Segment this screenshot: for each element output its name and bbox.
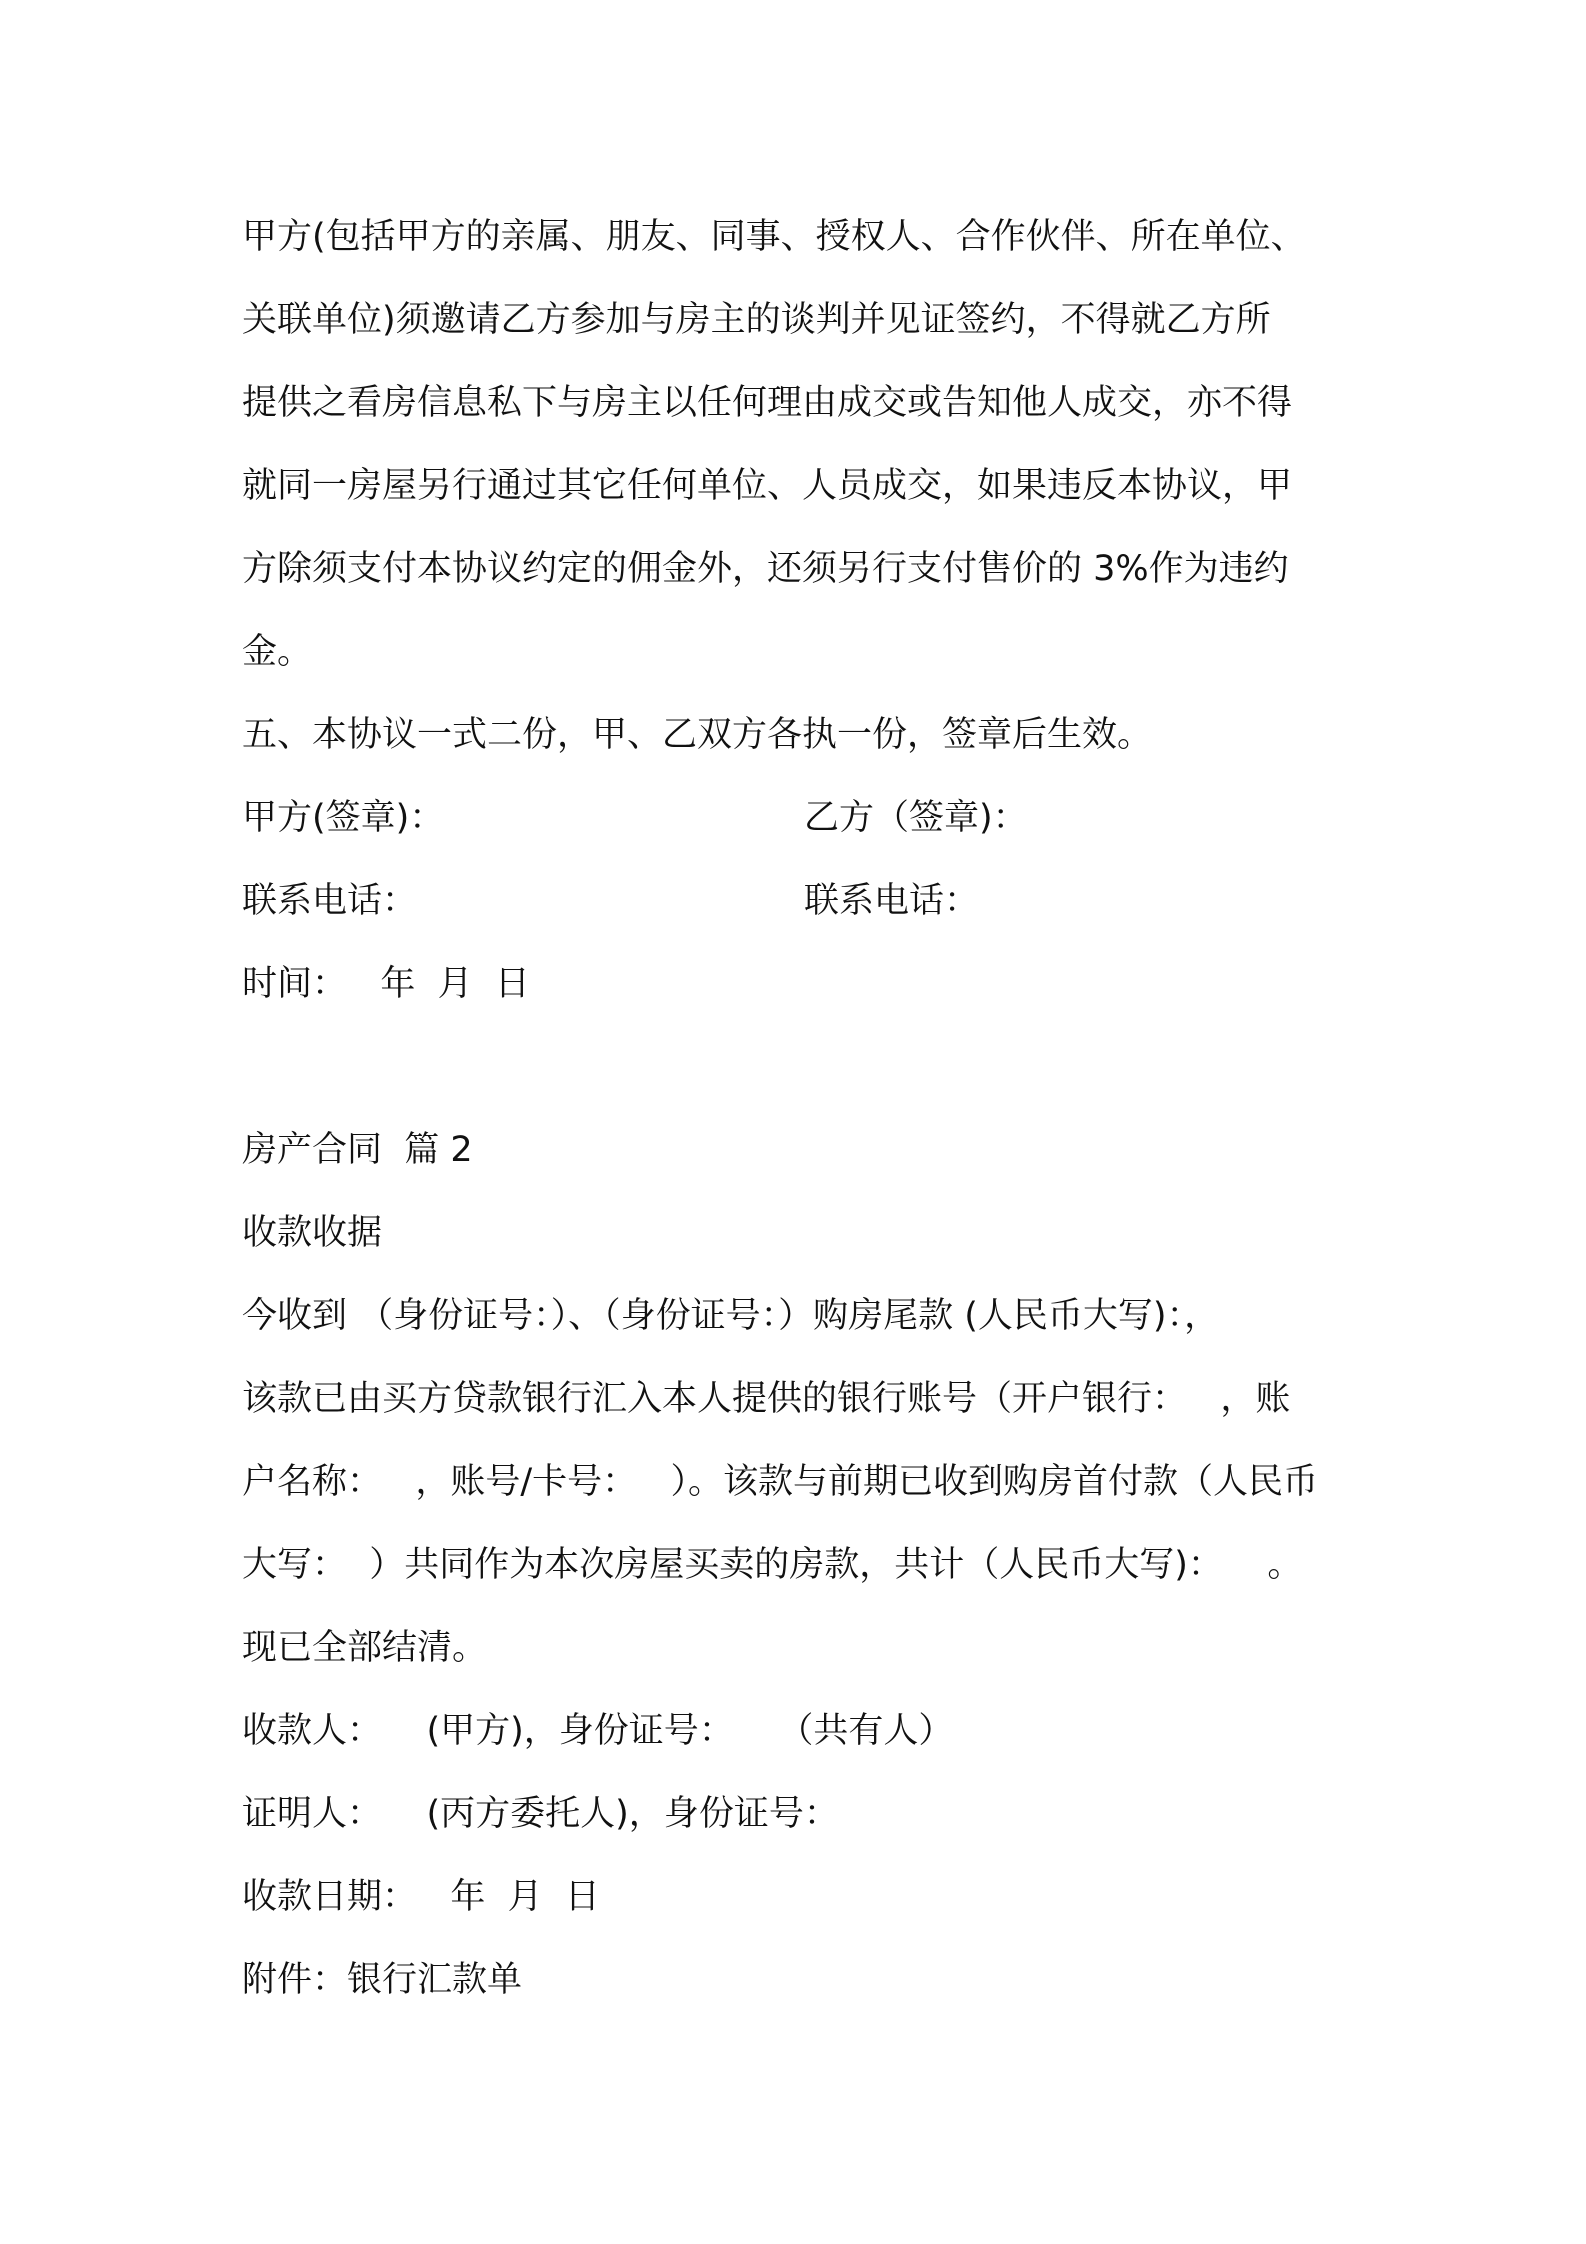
paragraph-line: 关联单位)须邀请乙方参加与房主的谈判并见证签约，不得就乙方所 — [242, 300, 1271, 340]
party-b-phone: 联系电话： — [804, 881, 980, 921]
party-a-signature: 甲方(签章)： — [242, 798, 445, 838]
section-gap — [242, 1026, 1352, 1109]
attachment-line: 附件：银行汇款单 — [242, 1960, 523, 2000]
party-b-signature: 乙方（签章)： — [804, 798, 1028, 838]
witness-line: 证明人： (丙方委托人)，身份证号： — [242, 1794, 839, 1834]
paragraph-line: 方除须支付本协议约定的佣金外，还须另行支付售价的 3%作为违约 — [242, 549, 1289, 589]
section-title: 房产合同 篇 2 — [242, 1130, 473, 1170]
date-line: 时间： 年 月 日 — [242, 964, 530, 1004]
signature-row — [242, 777, 1352, 860]
phone-row — [242, 860, 1352, 943]
receipt-body-line: 大写： ）共同作为本次房屋买卖的房款，共计（人民币大写)： 。 — [242, 1545, 1303, 1585]
receipt-date-line: 收款日期： 年 月 日 — [242, 1877, 600, 1917]
paragraph-line: 就同一房屋另行通过其它任何单位、人员成交，如果违反本协议，甲 — [242, 466, 1293, 506]
receipt-body-line: 该款已由买方贷款银行汇入本人提供的银行账号（开户银行： ，账 — [242, 1379, 1291, 1419]
party-a-phone: 联系电话： — [242, 881, 418, 921]
paragraph-line: 金。 — [242, 632, 313, 672]
paragraph-line: 甲方(包括甲方的亲属、朋友、同事、授权人、合作伙伴、所在单位、 — [242, 217, 1306, 257]
receipt-body-line: 现已全部结清。 — [242, 1628, 488, 1668]
clause-five: 五、本协议一式二份，甲、乙双方各执一份，签章后生效。 — [242, 715, 1153, 755]
payee-line: 收款人： (甲方)，身份证号： （共有人） — [242, 1711, 954, 1751]
document-content — [242, 196, 1352, 2022]
receipt-body-line: 今收到 （身份证号：）、（身份证号：）购房尾款 (人民币大写)：， — [242, 1296, 1220, 1336]
paragraph-line: 提供之看房信息私下与房主以任何理由成交或告知他人成交，亦不得 — [242, 383, 1293, 423]
receipt-body-line: 户名称： ，账号/卡号： ）。该款与前期已收到购房首付款（人民币 — [242, 1462, 1319, 1502]
receipt-title: 收款收据 — [242, 1213, 383, 1253]
